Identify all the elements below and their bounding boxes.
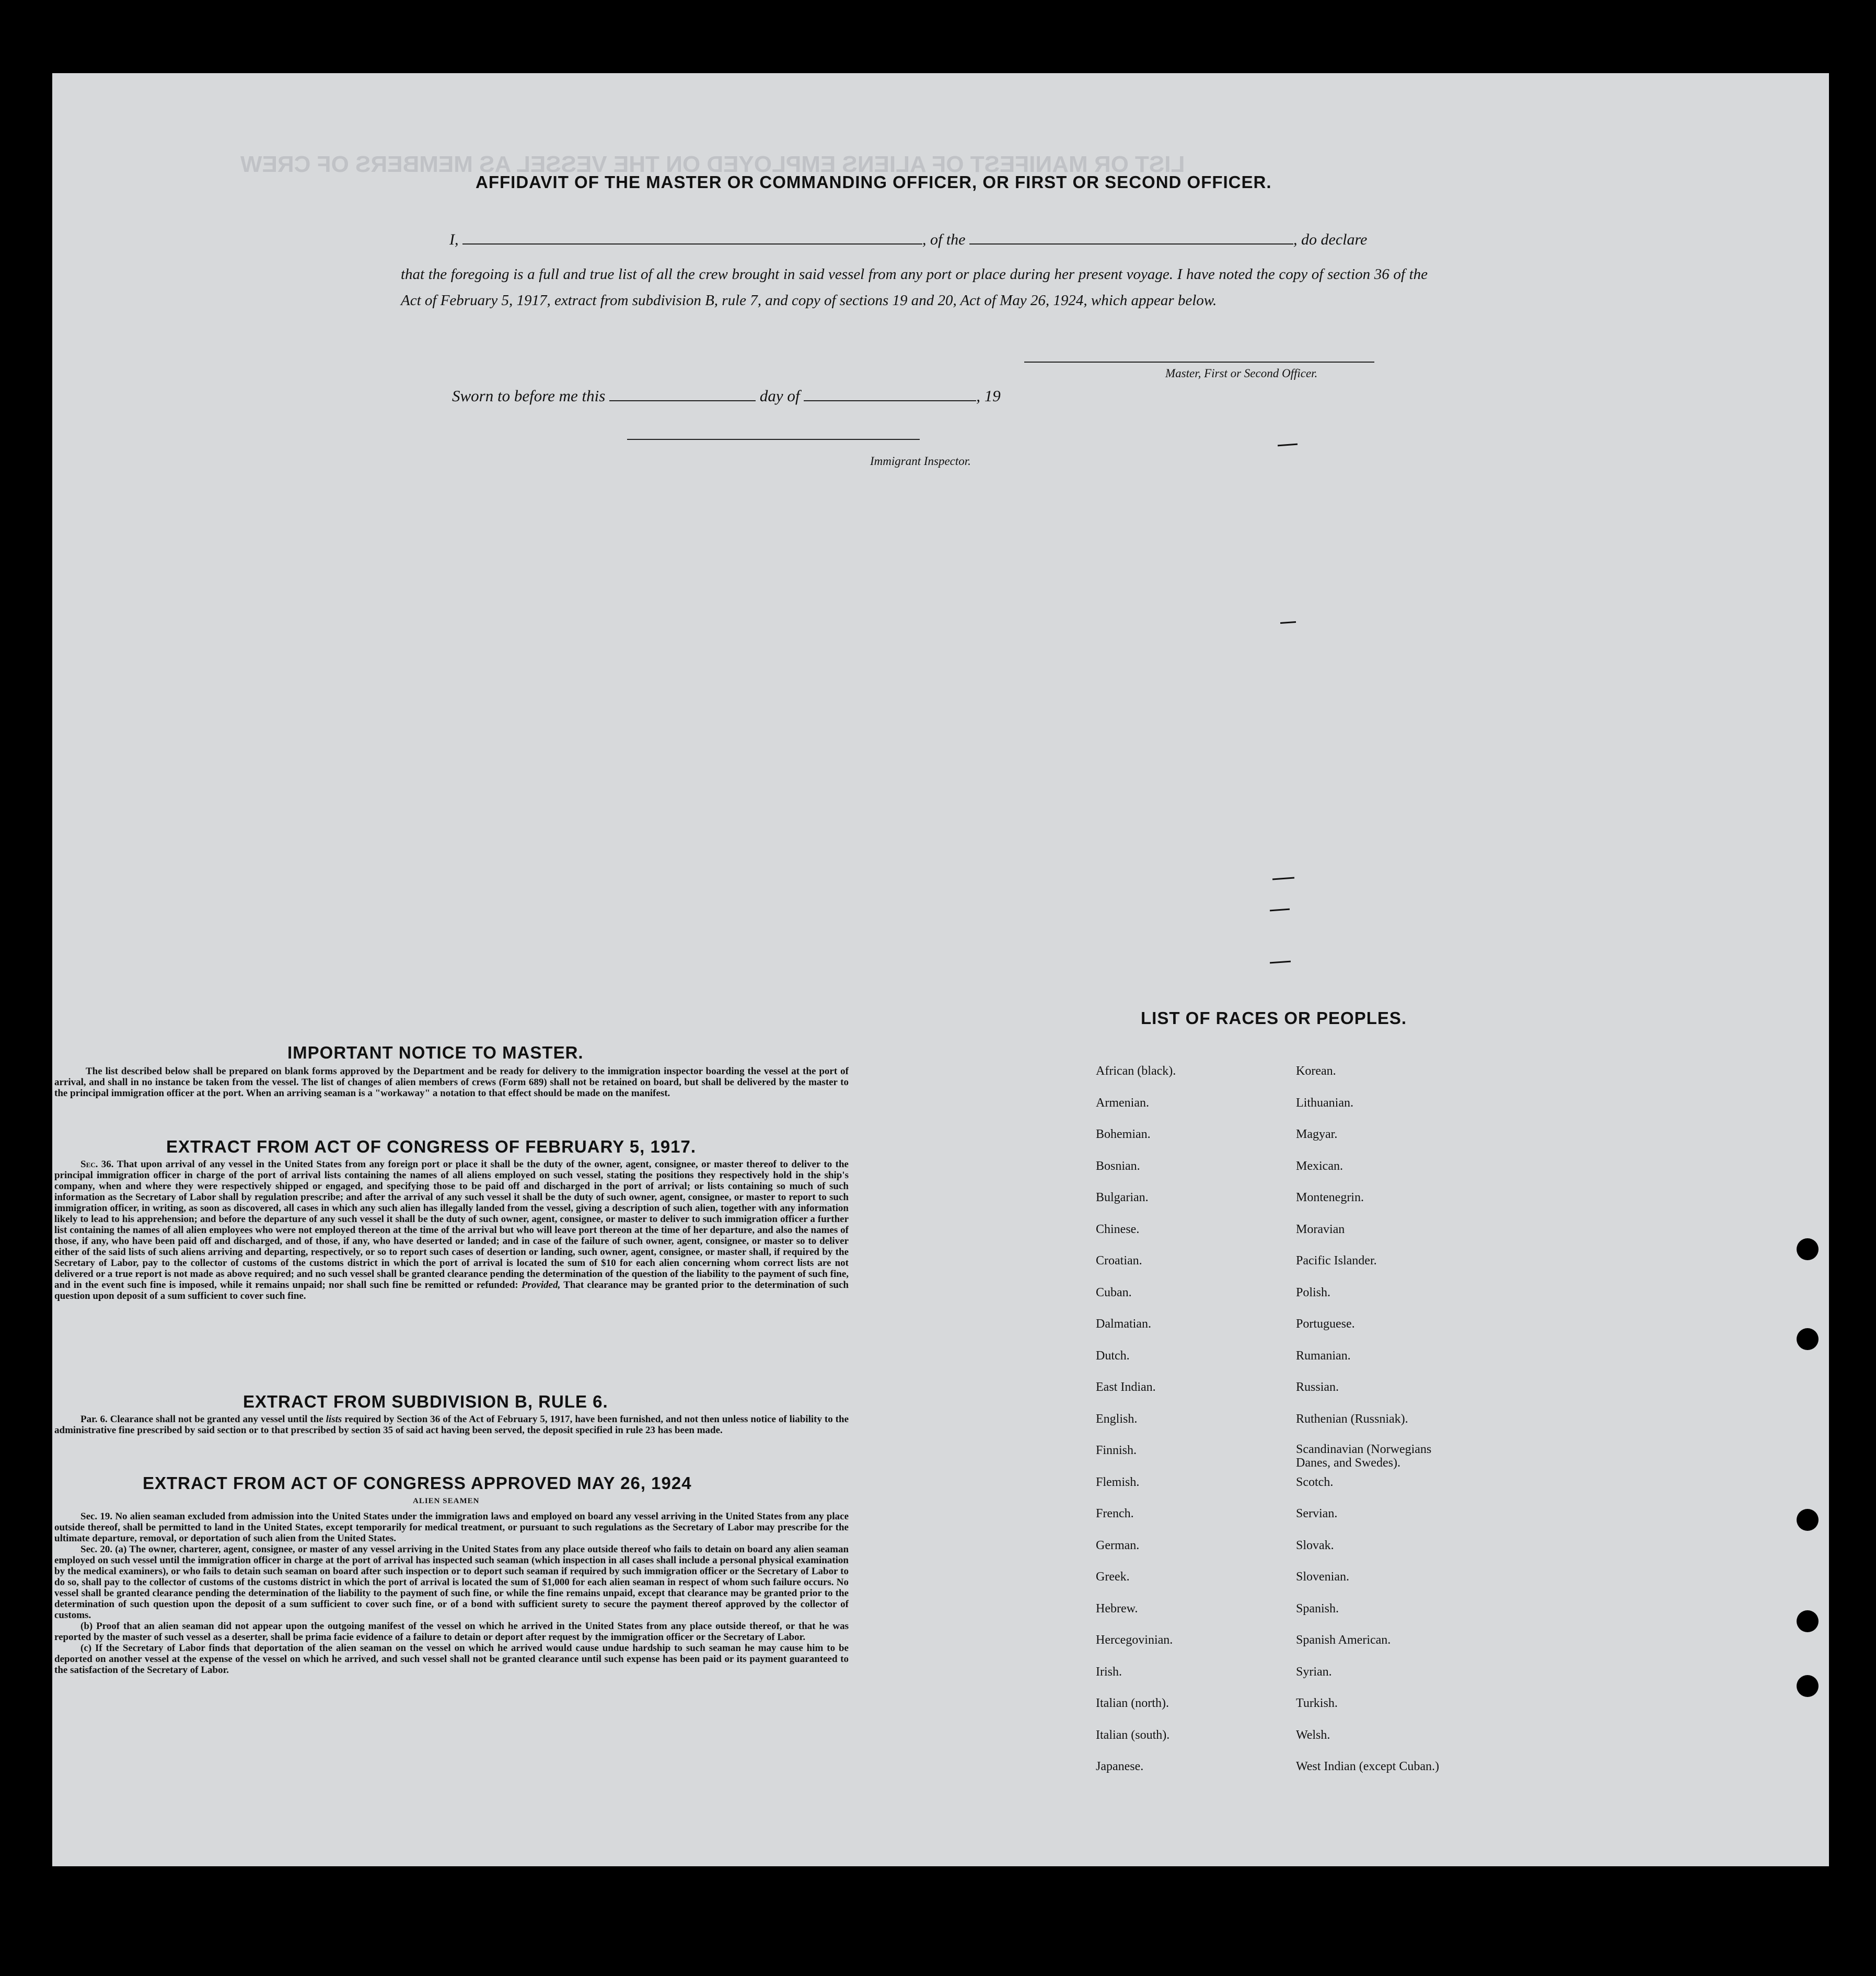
sworn-day-blank[interactable] <box>609 400 756 401</box>
inspector-signature-line[interactable] <box>627 439 920 440</box>
race-item: Spanish American. <box>1296 1633 1391 1647</box>
race-item: Polish. <box>1296 1285 1331 1299</box>
race-item: Hebrew. <box>1096 1601 1138 1615</box>
extract-rule6-par-label: Par. 6. <box>80 1414 108 1425</box>
pen-mark <box>1270 909 1290 912</box>
extract-1917-title: EXTRACT FROM ACT OF CONGRESS OF FEBRUARY 5, 1917. <box>166 1137 697 1156</box>
race-item: Dutch. <box>1096 1349 1130 1363</box>
sec20c-text: (c) If the Secretary of Labor finds that deportation of the alien seaman on the vessel on which he arrived would cause undue hardship to such seaman he may cause him to be deported on another vessel at the expense of the vessel on which he arrived, and such vessel shall not be granted clearance until such expense has been paid or its payment guaranteed to the satisfaction of the Secretary of Labor. <box>54 1643 849 1676</box>
race-item: Croatian. <box>1096 1254 1142 1268</box>
extract-1917-sec-label: Sec. 36. <box>80 1159 114 1170</box>
pen-mark <box>1270 961 1291 964</box>
race-item: Slovak. <box>1296 1538 1334 1552</box>
race-item: Slovenian. <box>1296 1570 1349 1584</box>
pen-mark <box>1272 877 1294 880</box>
binder-hole <box>1797 1675 1819 1697</box>
race-item: African (black). <box>1096 1064 1176 1078</box>
race-item: Moravian <box>1296 1222 1345 1236</box>
notice-title: IMPORTANT NOTICE TO MASTER. <box>287 1043 584 1062</box>
master-label: Master, First or Second Officer. <box>1165 367 1318 380</box>
races-title: LIST OF RACES OR PEOPLES. <box>1141 1008 1407 1028</box>
sec20b-text: (b) Proof that an alien seaman did not appear upon the outgoing manifest of the vessel on which he arrived in the United States from any place outside thereof, or that he was reported by the master of such vessel as a deserter, shall be prima facie evidence of a failure to detain or deport after request by the immigration officer or the Secretary of Labor. <box>54 1621 849 1643</box>
race-item: Italian (south). <box>1096 1728 1170 1742</box>
sec19-label: Sec. 19. <box>80 1511 113 1522</box>
race-item: Pacific Islander. <box>1296 1254 1377 1268</box>
affidavit-title: AFFIDAVIT OF THE MASTER OR COMMANDING OFFICER, OR FIRST OR SECOND OFFICER. <box>476 172 1272 192</box>
notice-text: The list described below shall be prepared on blank forms approved by the Department and be ready for delivery to the immigration inspector boarding the vessel at the port of arrival, and shall in no instance be taken from the vessel. The list of changes of alien members of crews (Form 689) shall not be retained on board, but shall be delivered by the master to the principal immigration officer at the port. When an arriving seaman is a "workaway" a notation to that effect should be made on the manifest. <box>54 1066 849 1099</box>
race-item: Bohemian. <box>1096 1128 1151 1141</box>
pen-mark <box>1278 444 1298 447</box>
race-item: Servian. <box>1296 1507 1338 1520</box>
master-signature-line[interactable] <box>1024 362 1374 363</box>
extract-1924-title: EXTRACT FROM ACT OF CONGRESS APPROVED MAY 26, 1924 <box>143 1473 692 1493</box>
affidavit-do-declare: , do declare <box>1293 231 1368 248</box>
pen-mark <box>1280 621 1296 624</box>
binder-hole <box>1797 1610 1819 1632</box>
sworn-line <box>452 387 1001 405</box>
day-of-text: day of <box>759 387 800 405</box>
affidavit-body: that the foregoing is a full and true list of all the crew brought in said vessel from any port or place during her present voyage. I have noted the copy of section 36 of the Act of February 5, 1917, extract from subdivision B, rule 7, and copy of sections 19 and 20, Act of May 26, 1924, which appear below. <box>401 266 1428 309</box>
inspector-label: Immigrant Inspector. <box>870 455 971 468</box>
year-text: , 19 <box>976 387 1001 405</box>
race-item: Greek. <box>1096 1570 1130 1584</box>
race-item: Portuguese. <box>1296 1317 1355 1331</box>
race-item: Lithuanian. <box>1296 1096 1353 1110</box>
race-item: French. <box>1096 1507 1134 1520</box>
race-item: Dalmatian. <box>1096 1317 1151 1331</box>
race-item: Japanese. <box>1096 1760 1144 1773</box>
race-item: Flemish. <box>1096 1475 1140 1489</box>
race-item: Rumanian. <box>1296 1349 1351 1363</box>
race-item: Scotch. <box>1296 1475 1334 1489</box>
affidavit-i: I, <box>449 231 459 248</box>
extract-1917-body: That upon arrival of any vessel in the United States from any foreign port or place it shall be the duty of the owner, agent, consignee, or master thereof to deliver to the principal immigration officer in charge of the port of arrival lists containing the names of all aliens employed on such vessel, stating the positions they respectively hold in the ship's company, when and where they were respectively shipped or engaged, and specifying those to be paid off and discharged in the port of arrival; or lists containing so much of such information as the Secretary of Labor shall by regulation prescribe; and after the arrival of any such vessel it shall be the duty of such owner, agent, consignee, or master to report to such immigration officer, in writing, as soon as discovered, all cases in which any such alien has illegally landed from the vessel, giving a description of such alien, together with any information likely to lead to his apprehension; and before the departure of any such vessel it shall be the duty of such owner, agent, consignee, or master to deliver to such immigration officer a further list containing the names of all alien employees who were not employed thereon at the time of the arrival but who will leave port thereon at the time of her departure, and also the names of those, if any, who have been paid off and discharged, and of those, if any, who have deserted or landed; and in case of the failure of such owner, agent, consignee, or master so to deliver either of the said lists of such aliens arriving and departing, respectively, or so to report such cases of desertion or landing, such owner, agent, consignee, or master shall, if required by the Secretary of Labor, pay to the collector of customs of the customs district in which the port of arrival is located the sum of $10 for each alien concerning whom correct lists are not delivered or a true report is not made as above required; and no such vessel shall be granted clearance pending the determination of the question of the liability to the payment of such fine, and in the event such fine is imposed, while it remains unpaid; nor shall such fine be remitted or refunded: <box>54 1159 849 1291</box>
extract-1917-provided: Provided, <box>521 1280 561 1291</box>
sec20a-text: (a) The owner, charterer, agent, consignee, or master of any vessel arriving in the United States from any place outside thereof who fails to detain on board any alien seaman employed on such vessel until the immigration officer in charge at the port of arrival has inspected such seaman (which inspection in all cases shall include a personal physical examination by the medical examiners), or who fails to detain such seaman on board after such inspection or to deport such seaman if required by such immigration officer or the Secretary of Labor to do so, shall pay to the collector of customs of the customs district in which the port of arrival is located the sum of $1,000 for each alien seaman in respect of whom such failure occurs. No vessel shall be granted clearance pending the determination of the liability to the payment of such fine, or while the fine remains unpaid, except that clearance may be granted prior to the determination of such question upon the deposit of a sum sufficient to cover such fine, or of a bond with sufficient surety to secure the payment thereof approved by the collector of customs. <box>54 1544 849 1621</box>
sec19-text: No alien seaman excluded from admission into the United States under the immigration laws and employed on board any vessel arriving in the United States from any place outside thereof, shall be permitted to land in the United States, except temporarily for medical treatment, or pursuant to such regulations as the Secretary of Labor may prescribe for the ultimate departure, removal, or deportation of such alien from the United States. <box>54 1511 849 1544</box>
race-item: Turkish. <box>1296 1696 1338 1710</box>
extract-1924-text <box>54 1511 849 1676</box>
name-blank[interactable] <box>462 243 922 245</box>
race-item: Chinese. <box>1096 1222 1140 1236</box>
race-item: Hercegovinian. <box>1096 1633 1173 1647</box>
sec20-label: Sec. 20. <box>80 1544 113 1555</box>
race-item: Russian. <box>1296 1380 1339 1394</box>
race-item: Italian (north). <box>1096 1696 1169 1710</box>
extract-rule6-lists: lists <box>326 1414 342 1425</box>
race-item: Syrian. <box>1296 1665 1332 1679</box>
race-item: Spanish. <box>1296 1601 1339 1615</box>
race-item: Irish. <box>1096 1665 1122 1679</box>
race-item: Cuban. <box>1096 1285 1132 1299</box>
race-item: Korean. <box>1296 1064 1336 1078</box>
binder-hole <box>1797 1328 1819 1350</box>
race-item: Montenegrin. <box>1296 1191 1364 1204</box>
race-item: East Indian. <box>1096 1380 1156 1394</box>
extract-rule6-text-b: required by Section 36 of the Act of February 5, 1917, have been furnished, and not then unless notice of liability to the administrative fine prescribed by said section or to that prescribed by section 35 of said act having been served, the deposit specified in rule 23 has been made. <box>54 1414 849 1436</box>
binder-hole <box>1797 1509 1819 1531</box>
race-item: Ruthenian (Russniak). <box>1296 1412 1408 1426</box>
affidavit-of-the: , of the <box>922 231 966 248</box>
binder-hole <box>1797 1238 1819 1260</box>
extract-rule6-text <box>54 1414 849 1436</box>
race-item: English. <box>1096 1412 1138 1426</box>
race-item: Armenian. <box>1096 1096 1149 1110</box>
extract-rule6-title: EXTRACT FROM SUBDIVISION B, RULE 6. <box>243 1392 608 1411</box>
extract-1924-subtitle: ALIEN SEAMEN <box>413 1497 480 1505</box>
position-blank[interactable] <box>969 243 1293 245</box>
race-item: Magyar. <box>1296 1128 1338 1141</box>
race-item: West Indian (except Cuban.) <box>1296 1760 1439 1773</box>
race-item: Scandinavian (Norwegians Danes, and Swedes). <box>1296 1443 1432 1470</box>
sworn-text: Sworn to before me this <box>452 387 606 405</box>
sworn-month-blank[interactable] <box>804 400 976 401</box>
race-item: Finnish. <box>1096 1444 1137 1457</box>
race-item: Welsh. <box>1296 1728 1330 1742</box>
extract-1917-end: That clearance may be granted prior to the determination of such question upon deposit of a sum sufficient to cover such fine. <box>54 1280 849 1301</box>
race-item: Bulgarian. <box>1096 1191 1149 1204</box>
extract-rule6-text-a: Clearance shall not be granted any vessel until the <box>110 1414 323 1425</box>
races-right-column <box>1296 1063 1468 1791</box>
race-item: Bosnian. <box>1096 1159 1140 1173</box>
affidavit-line1 <box>449 231 1367 249</box>
extract-1917-text <box>54 1159 849 1301</box>
race-item: Mexican. <box>1296 1159 1343 1173</box>
races-left-column <box>1096 1063 1176 1791</box>
document-sheet <box>52 73 1829 1866</box>
race-item: German. <box>1096 1538 1140 1552</box>
bleed-through-text: LIST OR MANIFEST OF ALIENS EMPLOYED ON THE VESSEL AS MEMBERS OF CREW <box>240 152 1185 177</box>
